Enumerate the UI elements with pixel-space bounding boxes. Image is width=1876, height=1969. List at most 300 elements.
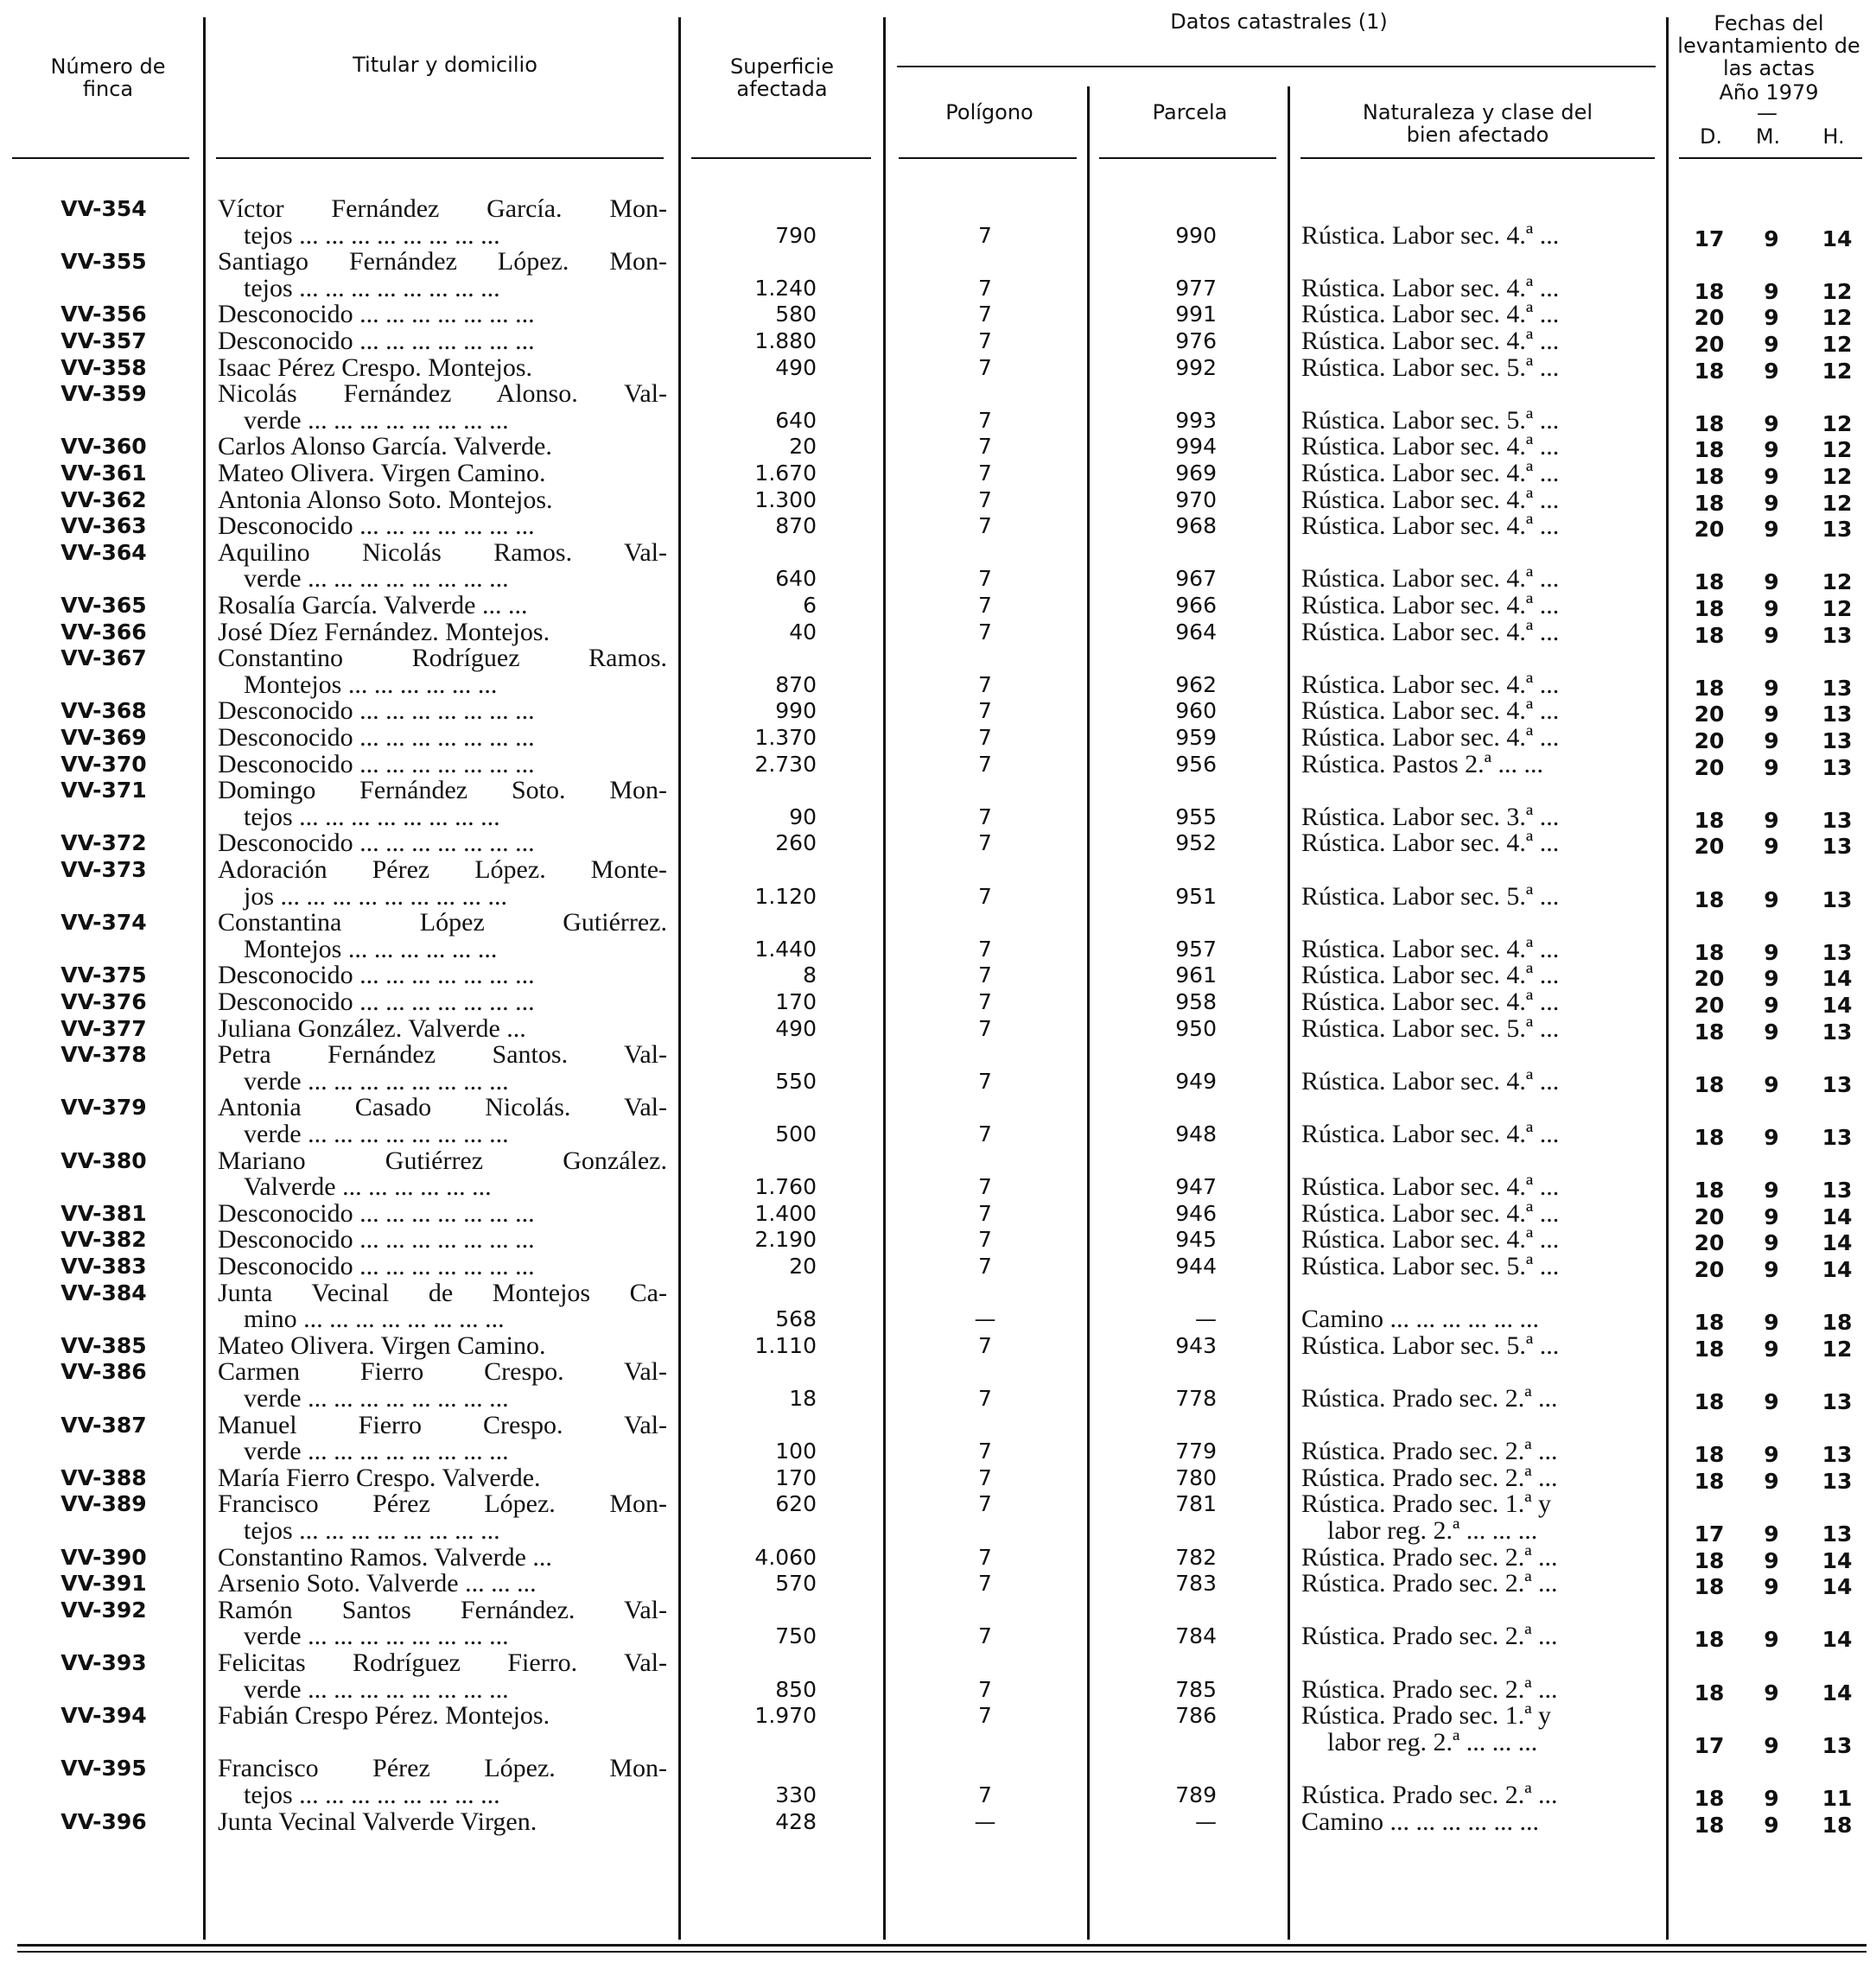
fecha-dia: 20 (1694, 1230, 1725, 1256)
fecha-dia: 18 (1694, 622, 1725, 648)
superficie-value: 790 (775, 222, 817, 248)
titular-line: verde ... ... ... ... ... ... ... ... (244, 1437, 509, 1466)
fecha-dia: 18 (1694, 1019, 1725, 1045)
finca-number: VV-391 (60, 1571, 147, 1597)
superficie-value: 1.880 (754, 328, 817, 353)
titular-line: Desconocido ... ... ... ... ... ... ... (218, 749, 535, 778)
fecha-dia: 18 (1694, 278, 1725, 304)
fecha-dia: 18 (1694, 1125, 1725, 1150)
superficie-value: 1.110 (754, 1332, 817, 1358)
superficie-value: 550 (775, 1068, 817, 1094)
superficie-value: 20 (789, 1254, 817, 1279)
fecha-hora: 13 (1822, 675, 1853, 701)
header-month: M. (1755, 124, 1781, 149)
superficie-value: 580 (775, 302, 817, 327)
superficie-value: 2.190 (754, 1227, 817, 1253)
fecha-hora: 13 (1822, 1732, 1853, 1758)
fecha-mes: 9 (1764, 1178, 1779, 1204)
naturaleza-line: Rústica. Labor sec. 4.ª ... (1301, 696, 1560, 726)
fecha-dia: 20 (1694, 332, 1725, 357)
fecha-hora: 12 (1822, 437, 1853, 463)
poligono-value: 7 (978, 830, 992, 856)
naturaleza-line: Rústica. Labor sec. 4.ª ... (1301, 988, 1560, 1016)
fecha-hora: 12 (1822, 569, 1853, 595)
titular-line: Fabián Crespo Pérez. Montejos. (218, 1701, 550, 1731)
parcela-value: 992 (1175, 354, 1217, 380)
titular-line: Aquilino Nicolás Ramos. Val- (218, 537, 667, 567)
poligono-value: 7 (978, 1491, 992, 1517)
fecha-dia: 17 (1694, 225, 1725, 251)
poligono-value: 7 (978, 1332, 992, 1358)
naturaleza-line: Rústica. Labor sec. 5.ª ... (1301, 353, 1560, 382)
fecha-dia: 18 (1694, 358, 1725, 384)
superficie-value: 90 (789, 803, 817, 829)
fecha-hora: 14 (1822, 1680, 1853, 1705)
naturaleza-line: Rústica. Prado sec. 1.ª y (1301, 1489, 1552, 1519)
fecha-mes: 9 (1764, 278, 1779, 304)
finca-number: VV-387 (60, 1412, 147, 1438)
naturaleza-line: Rústica. Labor sec. 4.ª ... (1301, 485, 1560, 514)
parcela-value: 951 (1175, 883, 1217, 909)
poligono-value: 7 (978, 1439, 992, 1464)
finca-number: VV-366 (60, 619, 147, 645)
fecha-mes: 9 (1764, 358, 1779, 384)
fecha-hora: 12 (1822, 358, 1853, 384)
naturaleza-line: Rústica. Labor sec. 4.ª ... (1301, 829, 1560, 858)
poligono-value: 7 (978, 486, 992, 512)
fecha-dia: 18 (1694, 1468, 1725, 1494)
poligono-value: 7 (978, 936, 992, 962)
titular-line: verde ... ... ... ... ... ... ... ... (244, 564, 509, 594)
fecha-hora: 13 (1822, 622, 1853, 648)
titular-line: Desconocido ... ... ... ... ... ... ... (218, 1225, 535, 1254)
finca-number: VV-358 (60, 354, 147, 380)
fecha-dia: 20 (1694, 754, 1725, 780)
superficie-value: 1.760 (754, 1174, 817, 1200)
naturaleza-line: Camino ... ... ... ... ... ... (1301, 1305, 1539, 1334)
fecha-mes: 9 (1764, 754, 1779, 780)
fecha-mes: 9 (1764, 728, 1779, 753)
titular-line: Constantino Rodríguez Ramos. (218, 644, 667, 673)
poligono-value: 7 (978, 1676, 992, 1702)
fecha-dia: 18 (1694, 1680, 1725, 1705)
fecha-mes: 9 (1764, 702, 1779, 727)
superficie-value: 6 (803, 593, 817, 618)
poligono-value: 7 (978, 751, 992, 777)
naturaleza-line: Rústica. Labor sec. 4.ª ... (1301, 511, 1560, 541)
parcela-value: 956 (1175, 751, 1217, 777)
header-dash: — (1757, 101, 1777, 125)
naturaleza-line: Rústica. Labor sec. 4.ª ... (1301, 591, 1560, 619)
fecha-mes: 9 (1764, 1680, 1779, 1705)
finca-number: VV-375 (60, 962, 147, 988)
poligono-value: 7 (978, 671, 992, 697)
parcela-value: 945 (1175, 1227, 1217, 1253)
superficie-value: 18 (789, 1386, 817, 1411)
header-titular: Titular y domicilio (353, 53, 537, 77)
fecha-hora: 13 (1822, 939, 1853, 965)
fecha-hora: 13 (1822, 834, 1853, 860)
titular-line: Junta Vecinal Valverde Virgen. (218, 1807, 537, 1836)
titular-line: Víctor Fernández García. Mon- (218, 194, 667, 223)
parcela-value: 944 (1175, 1254, 1217, 1279)
titular-line: Mateo Olivera. Virgen Camino. (218, 1331, 546, 1360)
finca-number: VV-368 (60, 698, 147, 724)
titular-line: Nicolás Fernández Alonso. Val- (218, 379, 667, 409)
finca-number: VV-372 (60, 830, 147, 856)
poligono-value: 7 (978, 354, 992, 380)
fecha-dia: 18 (1694, 886, 1725, 912)
fecha-hora: 14 (1822, 1627, 1853, 1653)
titular-line: Desconocido ... ... ... ... ... ... ... (218, 1252, 535, 1280)
fecha-hora: 12 (1822, 464, 1853, 489)
titular-line: tejos ... ... ... ... ... ... ... ... (244, 220, 500, 250)
titular-line: María Fierro Crespo. Valverde. (218, 1463, 541, 1492)
poligono-value: 7 (978, 1121, 992, 1146)
superficie-value: 1.240 (754, 275, 817, 301)
fecha-hora: 12 (1822, 490, 1853, 516)
fecha-hora: 14 (1822, 1230, 1853, 1256)
titular-line: Desconocido ... ... ... ... ... ... ... (218, 511, 535, 541)
header-day: D. (1699, 124, 1723, 149)
titular-line: Montejos ... ... ... ... ... ... (244, 934, 498, 963)
titular-line: Adoración Pérez López. Monte- (218, 855, 667, 884)
parcela-value: 948 (1175, 1121, 1217, 1146)
superficie-value: 990 (775, 698, 817, 724)
superficie-value: 750 (775, 1623, 817, 1649)
titular-line: tejos ... ... ... ... ... ... ... ... (244, 802, 500, 831)
poligono-value: 7 (978, 222, 992, 248)
superficie-value: 570 (775, 1571, 817, 1597)
naturaleza-line: Rústica. Labor sec. 4.ª ... (1301, 220, 1560, 250)
naturaleza-line: Rústica. Prado sec. 2.ª ... (1301, 1437, 1558, 1466)
parcela-value: 781 (1175, 1491, 1217, 1517)
poligono-value: 7 (978, 460, 992, 486)
titular-line: Valverde ... ... ... ... ... ... (244, 1172, 492, 1202)
titular-line: verde ... ... ... ... ... ... ... ... (244, 1384, 509, 1413)
finca-number: VV-393 (60, 1650, 147, 1675)
naturaleza-line: labor reg. 2.ª ... ... ... (1327, 1516, 1538, 1545)
titular-line: Desconocido ... ... ... ... ... ... ... (218, 327, 535, 355)
titular-line: Desconocido ... ... ... ... ... ... ... (218, 1198, 535, 1228)
superficie-value: 330 (775, 1782, 817, 1807)
titular-line: Desconocido ... ... ... ... ... ... ... (218, 696, 535, 726)
fecha-dia: 20 (1694, 517, 1725, 543)
parcela-value: 970 (1175, 486, 1217, 512)
naturaleza-line: Rústica. Labor sec. 4.ª ... (1301, 459, 1560, 487)
header-parcela: Parcela (1152, 100, 1228, 124)
finca-number: VV-378 (60, 1042, 147, 1068)
fecha-mes: 9 (1764, 1521, 1779, 1547)
titular-line: Constantino Ramos. Valverde ... (218, 1542, 552, 1572)
superficie-value: 40 (789, 619, 817, 645)
poligono-value: 7 (978, 1174, 992, 1200)
fecha-hora: 12 (1822, 1336, 1853, 1362)
poligono-value: 7 (978, 1386, 992, 1411)
titular-line: Junta Vecinal de Montejos Ca- (218, 1278, 667, 1307)
superficie-value: 20 (789, 434, 817, 460)
parcela-value: 785 (1175, 1676, 1217, 1702)
poligono-value: 7 (978, 962, 992, 988)
superficie-value: 640 (775, 407, 817, 433)
fecha-mes: 9 (1764, 1125, 1779, 1150)
fecha-dia: 18 (1694, 1310, 1725, 1336)
superficie-value: 490 (775, 354, 817, 380)
naturaleza-line: Rústica. Labor sec. 4.ª ... (1301, 934, 1560, 963)
fecha-mes: 9 (1764, 305, 1779, 331)
fecha-hora: 12 (1822, 410, 1853, 436)
fecha-mes: 9 (1764, 622, 1779, 648)
parcela-value: 960 (1175, 698, 1217, 724)
parcela-value: 964 (1175, 619, 1217, 645)
finca-number: VV-385 (60, 1332, 147, 1358)
superficie-value: 850 (775, 1676, 817, 1702)
poligono-value: 7 (978, 1015, 992, 1041)
fecha-mes: 9 (1764, 1230, 1779, 1256)
titular-line: verde ... ... ... ... ... ... ... ... (244, 405, 509, 435)
fecha-hora: 12 (1822, 332, 1853, 357)
parcela-value: 779 (1175, 1439, 1217, 1464)
superficie-value: 1.400 (754, 1200, 817, 1226)
fecha-hora: 12 (1822, 305, 1853, 331)
fecha-dia: 18 (1694, 1574, 1725, 1600)
fecha-dia: 20 (1694, 834, 1725, 860)
fecha-hora: 13 (1822, 1521, 1853, 1547)
titular-line: Petra Fernández Santos. Val- (218, 1040, 667, 1070)
finca-number: VV-367 (60, 645, 147, 671)
superficie-value: 8 (803, 962, 817, 988)
fecha-hora: 14 (1822, 1547, 1853, 1573)
superficie-value: 568 (775, 1306, 817, 1332)
fecha-dia: 18 (1694, 939, 1725, 965)
naturaleza-line: Rústica. Labor sec. 4.ª ... (1301, 1120, 1560, 1148)
parcela-value: 782 (1175, 1544, 1217, 1570)
poligono-value: 7 (978, 513, 992, 539)
parcela-value: — (1195, 1808, 1217, 1834)
fecha-hora: 13 (1822, 754, 1853, 780)
superficie-value: 1.370 (754, 725, 817, 750)
fecha-dia: 20 (1694, 1257, 1725, 1282)
poligono-value: — (974, 1808, 996, 1834)
finca-number: VV-390 (60, 1544, 147, 1570)
finca-number: VV-360 (60, 434, 147, 460)
poligono-value: 7 (978, 619, 992, 645)
poligono-value: 7 (978, 1703, 992, 1729)
parcela-value: 961 (1175, 962, 1217, 988)
header-poligono: Polígono (945, 100, 1033, 124)
naturaleza-line: Rústica. Labor sec. 4.ª ... (1301, 617, 1560, 646)
fecha-mes: 9 (1764, 332, 1779, 357)
titular-line: jos ... ... ... ... ... ... ... ... ... (244, 881, 508, 911)
titular-line: Carlos Alonso García. Valverde. (218, 432, 552, 461)
titular-line: Antonia Casado Nicolás. Val- (218, 1093, 667, 1122)
fecha-mes: 9 (1764, 886, 1779, 912)
naturaleza-line: Rústica. Labor sec. 4.ª ... (1301, 961, 1560, 990)
fecha-dia: 18 (1694, 437, 1725, 463)
finca-number: VV-357 (60, 328, 147, 353)
superficie-value: 870 (775, 513, 817, 539)
superficie-value: 260 (775, 830, 817, 856)
naturaleza-line: Rústica. Prado sec. 2.ª ... (1301, 1542, 1558, 1572)
naturaleza-line: Rústica. Labor sec. 4.ª ... (1301, 273, 1560, 302)
titular-line: Juliana González. Valverde ... (218, 1013, 526, 1043)
fecha-mes: 9 (1764, 1812, 1779, 1838)
fecha-dia: 18 (1694, 1786, 1725, 1811)
finca-number: VV-354 (60, 196, 147, 221)
naturaleza-line: Rústica. Labor sec. 4.ª ... (1301, 564, 1560, 594)
poligono-value: 7 (978, 1464, 992, 1490)
naturaleza-line: labor reg. 2.ª ... ... ... (1327, 1727, 1538, 1756)
parcela-value: 994 (1175, 434, 1217, 460)
superficie-value: 170 (775, 1464, 817, 1490)
titular-line: Desconocido ... ... ... ... ... ... ... (218, 723, 535, 752)
naturaleza-line: Rústica. Labor sec. 4.ª ... (1301, 1066, 1560, 1096)
fecha-dia: 18 (1694, 410, 1725, 436)
header-hour: H. (1822, 124, 1845, 149)
parcela-value: 784 (1175, 1623, 1217, 1649)
finca-number: VV-369 (60, 725, 147, 750)
fecha-mes: 9 (1764, 1204, 1779, 1229)
finca-number: VV-373 (60, 857, 147, 882)
finca-number: VV-380 (60, 1147, 147, 1173)
parcela-value: 968 (1175, 513, 1217, 539)
superficie-value: 500 (775, 1121, 817, 1146)
titular-line: Rosalía García. Valverde ... ... (218, 591, 528, 619)
header-anio: Año 1979 (1719, 80, 1819, 105)
fecha-dia: 18 (1694, 1547, 1725, 1573)
finca-number: VV-364 (60, 539, 147, 565)
parcela-value: 952 (1175, 830, 1217, 856)
superficie-value: 4.060 (754, 1544, 817, 1570)
fecha-hora: 14 (1822, 1204, 1853, 1229)
poligono-value: 7 (978, 434, 992, 460)
fecha-dia: 18 (1694, 1389, 1725, 1414)
poligono-value: 7 (978, 1571, 992, 1597)
header-superficie: Superficie afectada (729, 54, 835, 101)
fecha-mes: 9 (1764, 834, 1779, 860)
superficie-value: 870 (775, 671, 817, 697)
fecha-mes: 9 (1764, 993, 1779, 1018)
fecha-hora: 12 (1822, 278, 1853, 304)
titular-line: Francisco Pérez López. Mon- (218, 1489, 667, 1519)
fecha-hora: 13 (1822, 886, 1853, 912)
poligono-value: 7 (978, 302, 992, 327)
fecha-dia: 20 (1694, 305, 1725, 331)
titular-line: tejos ... ... ... ... ... ... ... ... (244, 273, 500, 302)
parcela-value: — (1195, 1306, 1217, 1332)
fecha-hora: 13 (1822, 807, 1853, 833)
fecha-mes: 9 (1764, 1574, 1779, 1600)
poligono-value: 7 (978, 1227, 992, 1253)
finca-number: VV-376 (60, 989, 147, 1014)
fecha-dia: 20 (1694, 728, 1725, 753)
finca-number: VV-395 (60, 1756, 147, 1782)
fecha-mes: 9 (1764, 437, 1779, 463)
poligono-value: 7 (978, 275, 992, 301)
naturaleza-line: Rústica. Labor sec. 3.ª ... (1301, 802, 1560, 831)
poligono-value: 7 (978, 328, 992, 353)
parcela-value: 943 (1175, 1332, 1217, 1358)
fecha-mes: 9 (1764, 1468, 1779, 1494)
finca-number: VV-388 (60, 1464, 147, 1490)
titular-line: Mateo Olivera. Virgen Camino. (218, 459, 546, 487)
poligono-value: 7 (978, 1544, 992, 1570)
superficie-value: 1.440 (754, 936, 817, 962)
fecha-mes: 9 (1764, 675, 1779, 701)
fecha-hora: 13 (1822, 1019, 1853, 1045)
titular-line: Domingo Fernández Soto. Mon- (218, 776, 667, 805)
poligono-value: 7 (978, 725, 992, 750)
superficie-value: 170 (775, 989, 817, 1014)
fecha-hora: 12 (1822, 596, 1853, 621)
finca-number: VV-371 (60, 778, 147, 803)
parcela-value: 949 (1175, 1068, 1217, 1094)
naturaleza-line: Rústica. Prado sec. 2.ª ... (1301, 1384, 1558, 1413)
fecha-dia: 18 (1694, 1071, 1725, 1097)
fecha-mes: 9 (1764, 1310, 1779, 1336)
naturaleza-line: Rústica. Labor sec. 5.ª ... (1301, 1252, 1560, 1280)
finca-number: VV-383 (60, 1254, 147, 1279)
superficie-value: 640 (775, 566, 817, 592)
poligono-value: — (974, 1306, 996, 1332)
titular-line: tejos ... ... ... ... ... ... ... ... (244, 1516, 500, 1545)
poligono-value: 7 (978, 883, 992, 909)
fecha-dia: 18 (1694, 464, 1725, 489)
fecha-hora: 14 (1822, 1574, 1853, 1600)
naturaleza-line: Rústica. Labor sec. 4.ª ... (1301, 300, 1560, 329)
fecha-mes: 9 (1764, 1389, 1779, 1414)
finca-number: VV-386 (60, 1359, 147, 1385)
parcela-value: 991 (1175, 302, 1217, 327)
parcela-value: 977 (1175, 275, 1217, 301)
finca-number: VV-392 (60, 1597, 147, 1623)
fecha-dia: 20 (1694, 1204, 1725, 1229)
titular-line: Desconocido ... ... ... ... ... ... ... (218, 300, 535, 329)
naturaleza-line: Rústica. Prado sec. 2.ª ... (1301, 1569, 1558, 1598)
titular-line: Montejos ... ... ... ... ... ... (244, 670, 498, 699)
titular-line: Desconocido ... ... ... ... ... ... ... (218, 829, 535, 858)
fecha-hora: 13 (1822, 1125, 1853, 1150)
fecha-mes: 9 (1764, 1547, 1779, 1573)
fecha-hora: 13 (1822, 1178, 1853, 1204)
fecha-mes: 9 (1764, 1786, 1779, 1811)
finca-number: VV-379 (60, 1095, 147, 1121)
finca-number: VV-363 (60, 513, 147, 539)
fecha-mes: 9 (1764, 596, 1779, 621)
naturaleza-line: Rústica. Labor sec. 4.ª ... (1301, 327, 1560, 355)
naturaleza-line: Rústica. Labor sec. 4.ª ... (1301, 670, 1560, 699)
header-naturaleza: Naturaleza y clase del bien afectado (1362, 100, 1593, 147)
parcela-value: 959 (1175, 725, 1217, 750)
finca-number: VV-359 (60, 381, 147, 407)
fecha-mes: 9 (1764, 1019, 1779, 1045)
naturaleza-line: Rústica. Prado sec. 2.ª ... (1301, 1463, 1558, 1492)
finca-number: VV-361 (60, 460, 147, 486)
titular-line: Isaac Pérez Crespo. Montejos. (218, 353, 533, 382)
naturaleza-line: Rústica. Prado sec. 2.ª ... (1301, 1781, 1558, 1809)
superficie-value: 620 (775, 1491, 817, 1517)
naturaleza-line: Rústica. Prado sec. 1.ª y (1301, 1701, 1552, 1731)
finca-number: VV-355 (60, 249, 147, 275)
fecha-dia: 18 (1694, 1442, 1725, 1468)
naturaleza-line: Rústica. Pastos 2.ª ... ... (1301, 749, 1543, 778)
fecha-dia: 20 (1694, 702, 1725, 727)
fecha-hora: 14 (1822, 225, 1853, 251)
titular-line: verde ... ... ... ... ... ... ... ... (244, 1120, 509, 1148)
parcela-value: 955 (1175, 803, 1217, 829)
poligono-value: 7 (978, 407, 992, 433)
naturaleza-line: Rústica. Labor sec. 5.ª ... (1301, 405, 1560, 435)
